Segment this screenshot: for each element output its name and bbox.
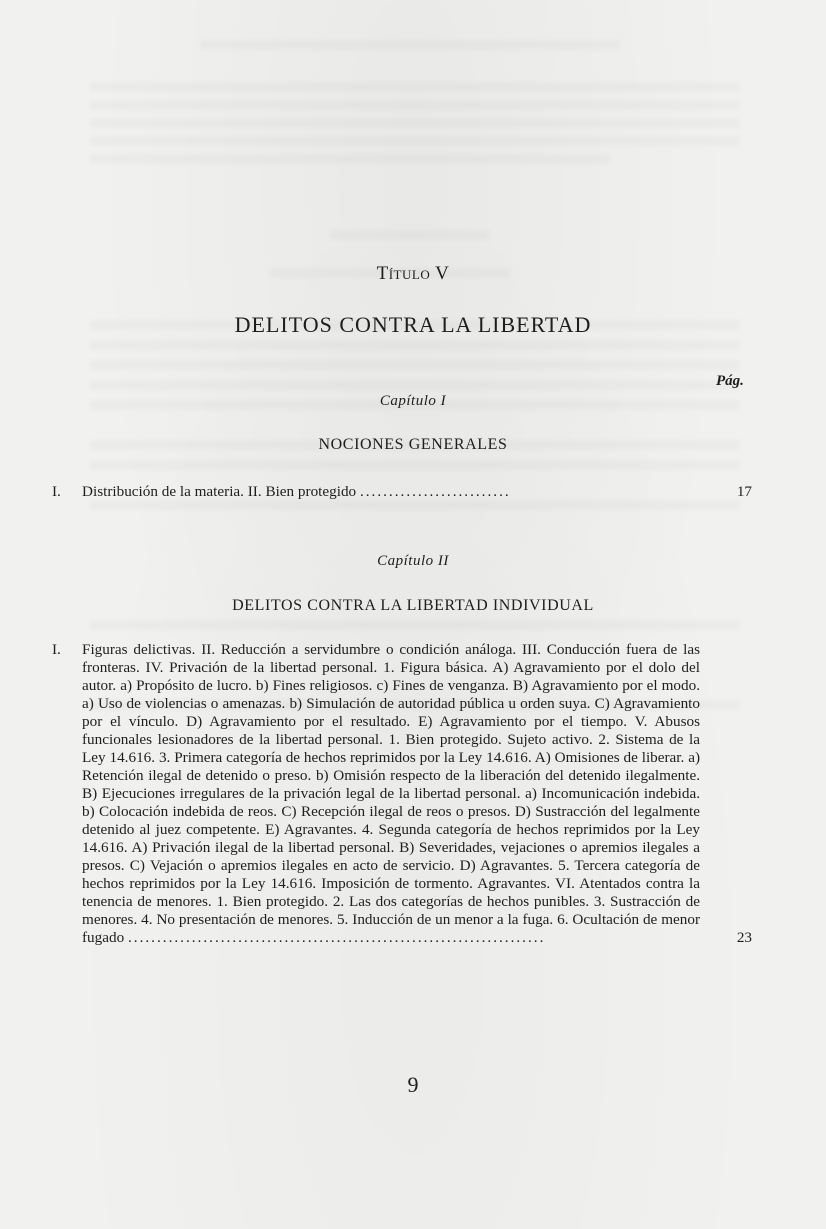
main-title: DELITOS CONTRA LA LIBERTAD — [234, 312, 592, 337]
toc-entry-page: 23 — [736, 929, 752, 946]
bleed-through-line — [90, 118, 740, 128]
bleed-through-line — [90, 620, 740, 630]
bleed-through-line — [90, 500, 740, 510]
toc-leader-dots: .......................... — [359, 483, 511, 500]
bleed-through-line — [90, 136, 740, 146]
bleed-through-line — [90, 154, 610, 164]
toc-entry-text: Figuras delictivas. II. Reducción a servidumbre o condición análoga. III. Conducción fuera de las fronteras. IV. Privación de la libertad personal. 1. Figura básica. A) Agravamiento por el dolo del autor. a) Propósito de lucro. b) Fines religiosos. c) Fines de venganza. B) Agravamiento por el modo. a) Uso de violencias o amenazas. b) Simulación de autoridad pública u orden suya. C) Agravamiento por el vínculo. D) Agravamiento por el resultado. E) Agravamiento por el tiempo. V. Abusos funcionales lesionadores de la libertad personal. 1. Bien protegido. Sujeto activo. 2. Sistema de la Ley 14.616. 3. Primera categoría de hechos reprimidos por la Ley 14.616. A) Omisiones de liberar. a) Retención ilegal de detenido o preso. b) Omisión respecto de la liberación del detenido ilegalmente. B) Ejecuciones irregulares de la privación legal de la libertad personal. a) Incomunicación indebida. b) Colocación indebida de reos. C) Recepción ilegal de reos o presos. D) Sustracción del legalmente detenido al juez competente. E) Agravantes. 4. Segunda categoría de hechos reprimidos por la Ley 14.616. A) Privación ilegal de la libertad personal. B) Severidades, vejaciones o apremios ilegales a presos. C) Vejación o apremios ilegales en acto de servicio. D) Agravantes. 5. Tercera categoría de hechos reprimidos por la Ley 14.616. Imposición de tormento. Agravantes. VI. Atentados contra la tenencia de menores. 1. Bien protegido. 2. Las dos categorías de hechos punibles. 3. Sustracción de menores. 4. No presentación de menores. 5. Inducción de un menor a la fuga. 6. Ocultación de menor fugado — [82, 641, 700, 946]
chapter-label: Capítulo I — [379, 393, 447, 409]
bleed-through-line — [200, 40, 620, 50]
toc-entry-body — [82, 641, 700, 947]
bleed-through-line — [90, 380, 740, 390]
bleed-through-line — [330, 230, 490, 240]
page-column-label: Pág. — [716, 373, 744, 389]
chapter-label: Capítulo II — [377, 553, 449, 569]
bleed-through-line — [90, 82, 740, 92]
toc-entry-body — [82, 483, 700, 501]
bleed-through-line — [90, 340, 740, 350]
toc-entry-page: 17 — [736, 483, 752, 500]
toc-entry-number: I. — [52, 483, 61, 500]
toc-entry-text: Distribución de la materia. II. Bien protegido — [82, 483, 357, 500]
chapter-title: NOCIONES GENERALES — [318, 436, 508, 453]
bleed-through-line — [90, 460, 740, 470]
toc-entry — [52, 641, 752, 947]
bleed-through-line — [90, 360, 740, 370]
title-number: Título V — [376, 263, 450, 284]
chapter-title: DELITOS CONTRA LA LIBERTAD INDIVIDUAL — [232, 597, 594, 614]
toc-entry — [52, 483, 752, 501]
toc-leader-dots: ........................................................................ — [127, 929, 546, 946]
bleed-through-line — [90, 100, 740, 110]
toc-entry-number: I. — [52, 641, 61, 658]
page-number: 9 — [407, 1072, 419, 1097]
